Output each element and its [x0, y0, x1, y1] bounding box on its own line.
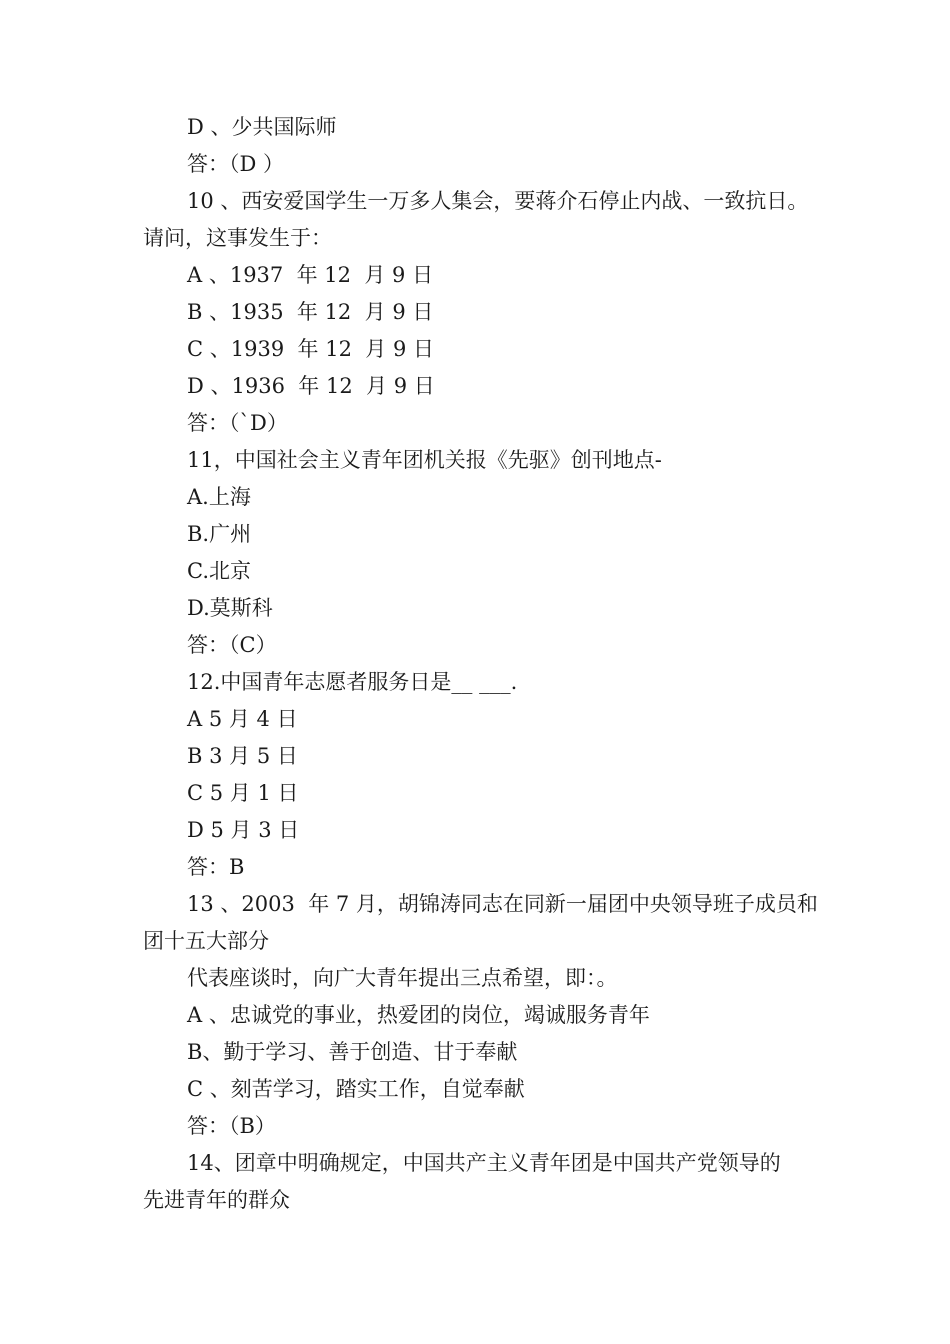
- question-14-continuation: 先进青年的群众: [143, 1188, 290, 1212]
- answer-text: 答：B: [187, 855, 245, 879]
- option-c-text: C.北京: [187, 559, 251, 583]
- question-13-text: 13 、2003 年 7 月，胡锦涛同志在同新一届团中央领导班子成员和: [187, 892, 818, 916]
- option-d-text: D.莫斯科: [187, 596, 273, 620]
- question-13-continuation: 团十五大部分: [143, 929, 269, 953]
- question-12-text: 12.中国青年志愿者服务日是__ ___.: [187, 670, 518, 694]
- option-d-text: D 、1936 年 12 月 9 日: [187, 374, 435, 398]
- option-a-text: A.上海: [187, 485, 251, 509]
- option-a-text: A 、忠诚党的事业，热爱团的岗位，竭诚服务青年: [187, 1003, 650, 1027]
- option-b-text: B 、1935 年 12 月 9 日: [187, 300, 434, 324]
- option-a-text: A 5 月 4 日: [187, 707, 298, 731]
- option-c-text: C 、1939 年 12 月 9 日: [187, 337, 434, 361]
- question-10-text: 10 、西安爱国学生一万多人集会，要蒋介石停止内战、一致抗日。: [187, 189, 809, 213]
- question-14-text: 14、团章中明确规定，中国共产主义青年团是中国共产党领导的: [187, 1151, 781, 1175]
- option-d-text: D 5 月 3 日: [187, 818, 300, 842]
- question-10-continuation: 请问，这事发生于：: [143, 226, 332, 250]
- option-b-text: B、勤于学习、善于创造、甘于奉献: [187, 1040, 518, 1064]
- option-d-text: D 、少共国际师: [187, 115, 337, 139]
- answer-text: 答：（C）: [187, 633, 277, 657]
- option-b-text: B.广州: [187, 522, 252, 546]
- question-11-text: 11，中国社会主义青年团机关报《先驱》创刊地点-: [187, 448, 662, 472]
- option-a-text: A 、1937 年 12 月 9 日: [187, 263, 434, 287]
- answer-text: 答：（B）: [187, 1114, 276, 1138]
- answer-text: 答：（D ）: [187, 152, 285, 176]
- option-b-text: B 3 月 5 日: [187, 744, 298, 768]
- option-c-text: C 5 月 1 日: [187, 781, 299, 805]
- question-13-continuation: 代表座谈时，向广大青年提出三点希望，即：。: [187, 966, 618, 990]
- answer-text: 答：（`D）: [187, 411, 288, 435]
- option-c-text: C 、刻苦学习，踏实工作，自觉奉献: [187, 1077, 525, 1101]
